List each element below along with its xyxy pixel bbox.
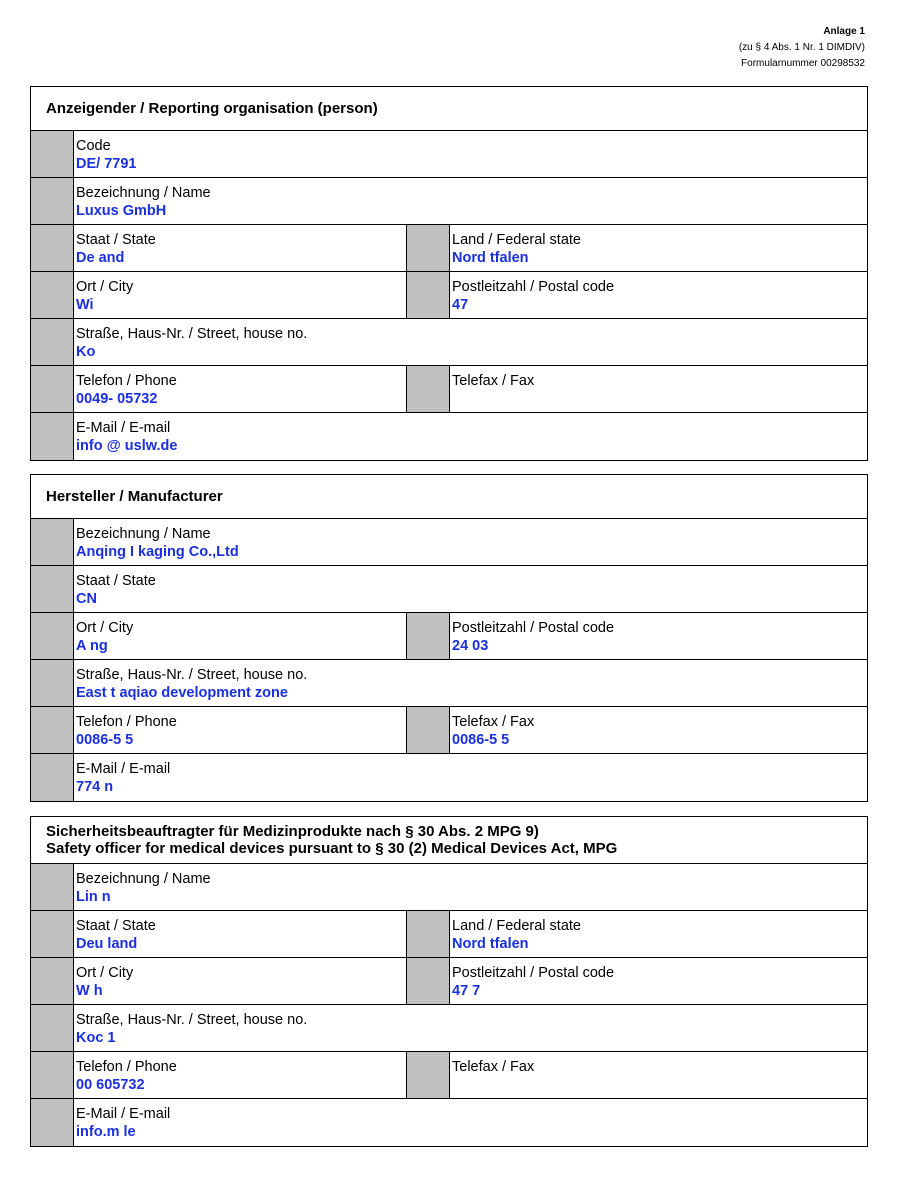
email-row [31,1099,867,1146]
field-label: Straße, Haus-Nr. / Street, house no. [76,1012,308,1028]
gray-cell [31,613,74,659]
field-label: Straße, Haus-Nr. / Street, house no. [76,326,308,342]
phone-field[interactable] [74,707,406,753]
gray-cell [31,272,74,318]
email-field[interactable] [74,754,867,801]
gray-cell [31,911,74,957]
street-field[interactable] [74,319,867,365]
federal-state-field[interactable] [450,911,826,957]
field-label: Staat / State [76,918,156,934]
phone-row [31,366,867,413]
field-label: Bezeichnung / Name [76,185,211,201]
street-field[interactable] [74,1005,867,1051]
field-value: 0049- 05732 [76,391,158,407]
annex-label: Anlage 1 [823,26,865,37]
field-value: Koc 1 [76,1030,116,1046]
field-value: CN [76,591,97,607]
safety-officer-section [30,816,868,1147]
gray-cell [407,366,450,412]
fax-field[interactable] [450,707,826,753]
field-value: A ng [76,638,108,654]
name-row [31,178,867,225]
phone-row [31,1052,867,1099]
code-field[interactable] [74,131,867,177]
phone-field[interactable] [74,366,406,412]
form-header [739,24,865,72]
field-label: Ort / City [76,279,134,295]
field-value: 774 n [76,779,114,795]
email-row [31,754,867,801]
gray-cell [31,754,74,801]
field-label: Telefon / Phone [76,1059,177,1075]
field-value: 0086-5 5 [452,732,510,748]
city-field[interactable] [74,613,406,659]
gray-cell [407,1052,450,1098]
email-field[interactable] [74,413,867,460]
gray-cell [407,613,450,659]
field-value: W h [76,983,103,999]
fax-field[interactable] [450,366,826,412]
field-label: Telefon / Phone [76,714,177,730]
street-row [31,1005,867,1052]
gray-cell [31,660,74,706]
form-number: Formularnummer 00298532 [741,58,865,69]
field-label: Telefax / Fax [452,373,535,389]
field-value: 47 7 [452,983,481,999]
legal-reference: (zu § 4 Abs. 1 Nr. 1 DIMDIV) [738,42,865,53]
gray-cell [31,1005,74,1051]
field-label: E-Mail / E-mail [76,1106,171,1122]
field-label: Land / Federal state [452,232,581,248]
state-row [31,225,867,272]
field-label: Telefax / Fax [452,1059,535,1075]
field-label: Land / Federal state [452,918,581,934]
field-value: Nord tfalen [452,936,529,952]
code-row [31,131,867,178]
gray-cell [407,958,450,1004]
street-row [31,660,867,707]
field-label: Code [76,138,111,154]
email-field[interactable] [74,1099,867,1146]
field-value: info.m le [76,1124,136,1140]
street-field[interactable] [74,660,867,706]
field-label: Ort / City [76,620,134,636]
gray-cell [31,413,74,460]
field-label: Postleitzahl / Postal code [452,620,615,636]
gray-cell [31,1099,74,1146]
field-label: Straße, Haus-Nr. / Street, house no. [76,667,308,683]
fax-field[interactable] [450,1052,826,1098]
city-field[interactable] [74,958,406,1004]
state-field[interactable] [74,911,406,957]
field-value: Lin n [76,889,111,905]
field-value: Wi [76,297,94,313]
field-label: Ort / City [76,965,134,981]
state-row [31,911,867,958]
city-row [31,272,867,319]
postal-code-field[interactable] [450,272,826,318]
field-value: DE/ 7791 [76,156,137,172]
name-field[interactable] [74,864,867,910]
section-title-de: Sicherheitsbeauftragter für Medizinprodukte nach § 30 Abs. 2 MPG 9) [46,823,539,840]
field-label: Telefax / Fax [452,714,535,730]
field-label: Telefon / Phone [76,373,177,389]
gray-cell [31,519,74,565]
email-row [31,413,867,460]
field-label: E-Mail / E-mail [76,420,171,436]
section-title: Hersteller / Manufacturer [31,475,867,519]
gray-cell [31,225,74,271]
field-label: Staat / State [76,232,156,248]
street-row [31,319,867,366]
name-field[interactable] [74,178,867,224]
phone-field[interactable] [74,1052,406,1098]
field-value: De and [76,250,125,266]
city-row [31,613,867,660]
manufacturer-section [30,474,868,802]
gray-cell [407,707,450,753]
gray-cell [31,319,74,365]
field-value: East t aqiao development zone [76,685,288,701]
field-label: Postleitzahl / Postal code [452,965,615,981]
state-row [31,566,867,613]
field-label: E-Mail / E-mail [76,761,171,777]
gray-cell [407,911,450,957]
gray-cell [31,131,74,177]
field-label: Bezeichnung / Name [76,526,211,542]
field-label: Postleitzahl / Postal code [452,279,615,295]
city-field[interactable] [74,272,406,318]
city-row [31,958,867,1005]
gray-cell [31,864,74,910]
gray-cell [31,566,74,612]
field-value: Deu land [76,936,138,952]
gray-cell [31,366,74,412]
gray-cell [407,272,450,318]
field-value: 24 03 [452,638,489,654]
field-label: Bezeichnung / Name [76,871,211,887]
section-title: Anzeigender / Reporting organisation (person) [31,87,867,131]
gray-cell [31,178,74,224]
federal-state-field[interactable] [450,225,826,271]
postal-code-field[interactable] [450,613,826,659]
field-value: Ko [76,344,96,360]
gray-cell [31,707,74,753]
reporting-organisation-section [30,86,868,461]
field-label: Staat / State [76,573,156,589]
phone-row [31,707,867,754]
postal-code-field[interactable] [450,958,826,1004]
field-value: Luxus GmbH [76,203,167,219]
field-value: 00 605732 [76,1077,145,1093]
name-field[interactable] [74,519,867,565]
state-field[interactable] [74,225,406,271]
gray-cell [407,225,450,271]
gray-cell [31,1052,74,1098]
field-value: Anqing I kaging Co.,Ltd [76,544,239,560]
state-field[interactable] [74,566,867,612]
field-value: info @ uslw.de [76,438,178,454]
name-row [31,519,867,566]
section-title [31,817,867,864]
field-value: 47 [452,297,469,313]
section-title-en: Safety officer for medical devices pursuant to § 30 (2) Medical Devices Act, MPG [46,840,618,857]
gray-cell [31,958,74,1004]
name-row [31,864,867,911]
field-value: Nord tfalen [452,250,529,266]
field-value: 0086-5 5 [76,732,134,748]
